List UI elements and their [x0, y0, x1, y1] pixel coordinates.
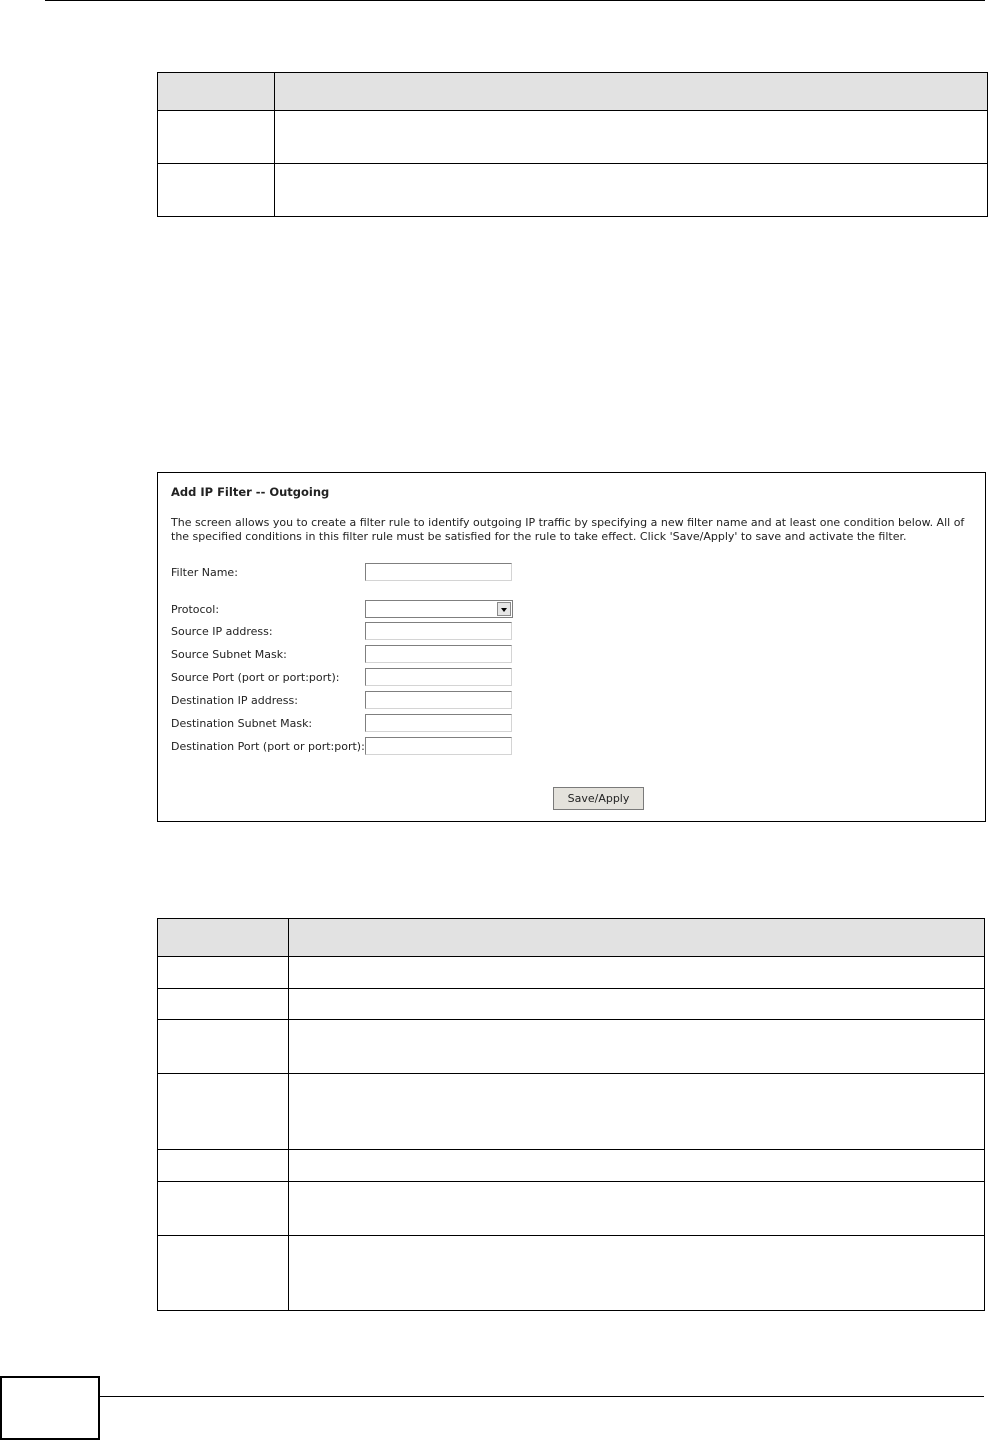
table-row [158, 957, 985, 989]
table-header-row [158, 919, 985, 957]
table-cell-description [289, 1074, 985, 1150]
source-ip-label: Source IP address: [171, 625, 273, 638]
source-port-label: Source Port (port or port:port): [171, 671, 340, 684]
table-cell-label [158, 1020, 289, 1074]
dest-ip-input[interactable] [365, 691, 512, 709]
protocol-select[interactable] [365, 600, 513, 618]
table-cell-label [158, 1074, 289, 1150]
table-cell-description [289, 1150, 985, 1182]
table-row [158, 111, 988, 164]
table-row [158, 164, 988, 217]
table-row [158, 1074, 985, 1150]
table-cell-description [289, 957, 985, 989]
table-row [158, 989, 985, 1020]
filter-name-input[interactable] [365, 563, 512, 581]
table-cell-label [158, 1150, 289, 1182]
add-ip-filter-outgoing-screen [157, 472, 986, 822]
table-row [158, 1182, 985, 1236]
header-rule [45, 0, 985, 1]
field-description-table-top [157, 72, 988, 217]
table-header-cell-description [275, 73, 988, 111]
save-apply-button[interactable]: Save/Apply [553, 787, 644, 810]
protocol-label: Protocol: [171, 603, 220, 616]
table-row [158, 1020, 985, 1074]
table-cell-label [158, 989, 289, 1020]
table-header-row [158, 73, 988, 111]
page-number-box [0, 1376, 100, 1440]
dest-port-input[interactable] [365, 737, 512, 755]
table-header-cell-label [158, 919, 289, 957]
table-row [158, 1150, 985, 1182]
dest-ip-label: Destination IP address: [171, 694, 298, 707]
screen-description: The screen allows you to create a filter rule to identify outgoing IP traffic by specifying a new filter name and at least one condition below. All of the specified conditions in this filter rule must be satisfied for the rule to take effect. Click 'Save/Apply' to save and activate the filter. [171, 516, 965, 543]
dest-mask-label: Destination Subnet Mask: [171, 717, 313, 730]
source-mask-input[interactable] [365, 645, 512, 663]
table-cell-label [158, 111, 275, 164]
table-header-cell-label [158, 73, 275, 111]
table-cell-label [158, 957, 289, 989]
table-cell-description [275, 164, 988, 217]
table-cell-description [275, 111, 988, 164]
table-cell-description [289, 989, 985, 1020]
table-cell-label [158, 164, 275, 217]
table-cell-description [289, 1182, 985, 1236]
table-header-cell-description [289, 919, 985, 957]
table-row [158, 1236, 985, 1311]
table-cell-label [158, 1182, 289, 1236]
dest-mask-input[interactable] [365, 714, 512, 732]
filter-name-label: Filter Name: [171, 566, 238, 579]
screen-title: Add IP Filter -- Outgoing [171, 485, 330, 499]
source-mask-label: Source Subnet Mask: [171, 648, 287, 661]
chevron-down-icon[interactable] [497, 602, 511, 616]
footer-rule [100, 1396, 984, 1397]
source-port-input[interactable] [365, 668, 512, 686]
dest-port-label: Destination Port (port or port:port): [171, 740, 365, 753]
table-cell-description [289, 1236, 985, 1311]
field-description-table-bottom [157, 918, 985, 1311]
source-ip-input[interactable] [365, 622, 512, 640]
table-cell-description [289, 1020, 985, 1074]
table-cell-label [158, 1236, 289, 1311]
